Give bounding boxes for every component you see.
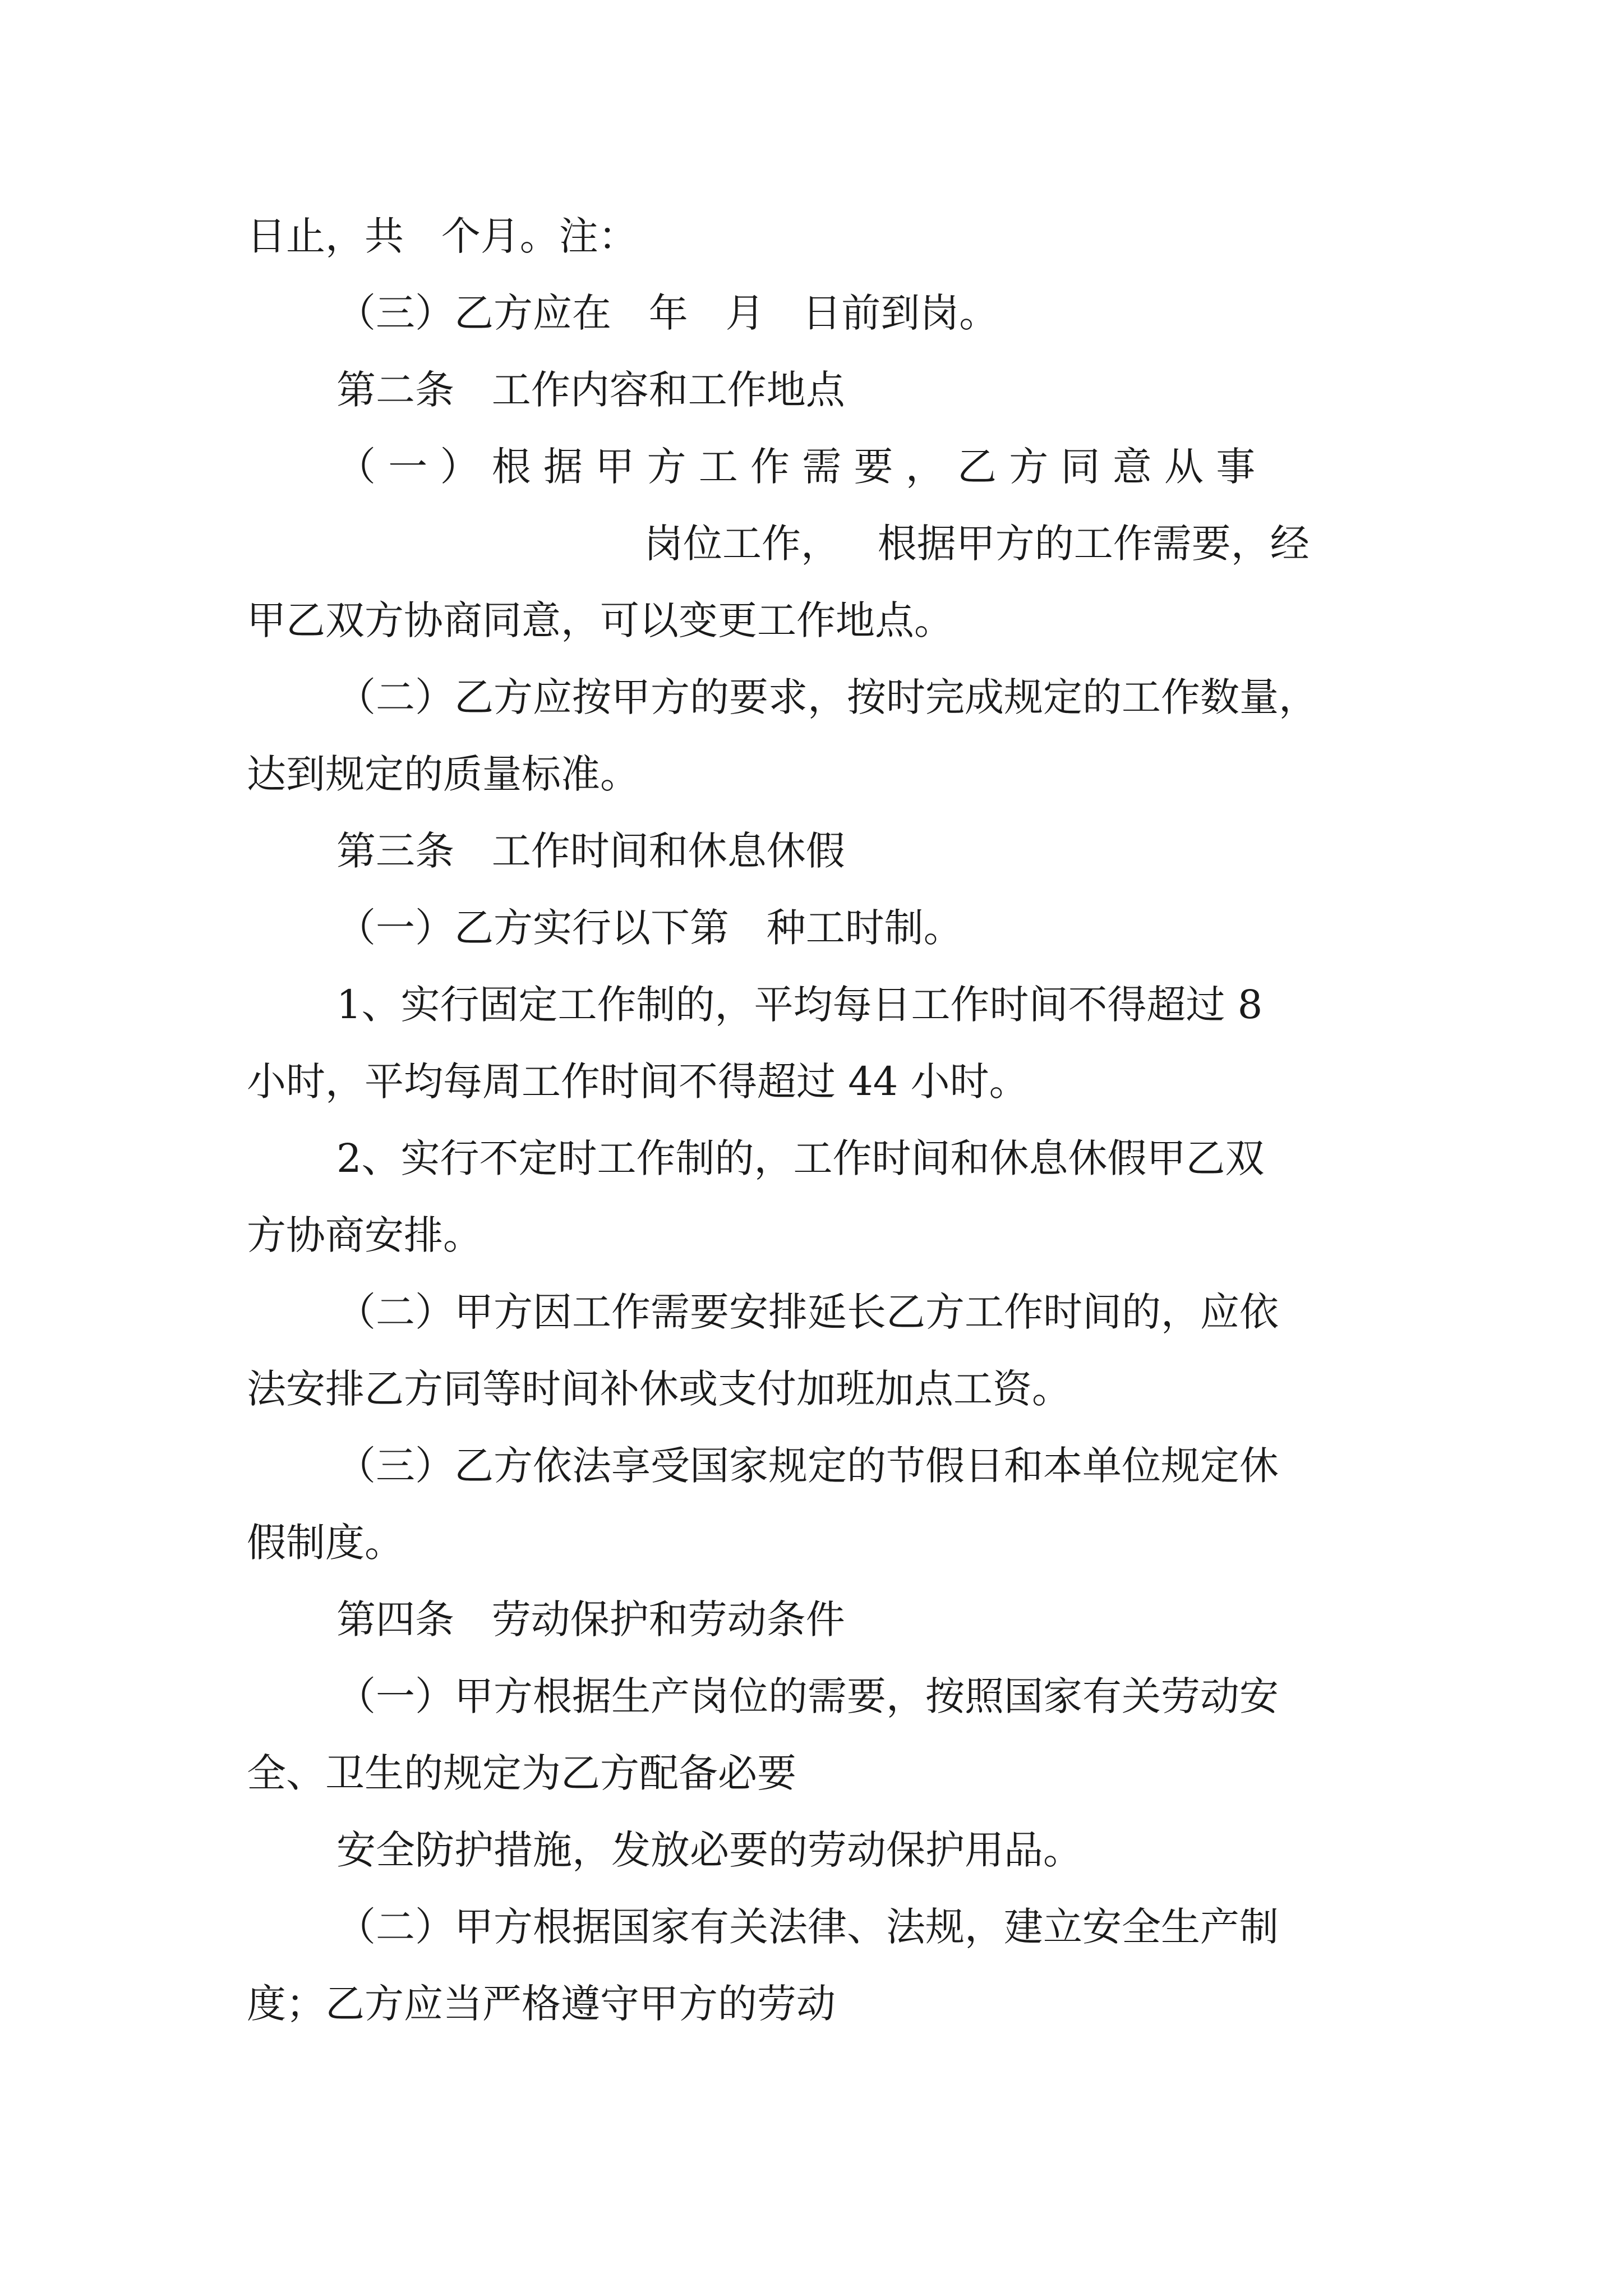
text-line-24: 度；乙方应当严格遵守甲方的劳动 bbox=[247, 1981, 836, 2027]
text-line-14: 方协商安排。 bbox=[247, 1212, 482, 1258]
text-line-15: （二）甲方因工作需要安排延长乙方工作时间的，应依 bbox=[336, 1289, 1279, 1335]
text-line-20: （一）甲方根据生产岗位的需要，按照国家有关劳动安 bbox=[336, 1673, 1279, 1719]
text-line-7: （二）乙方应按甲方的要求，按时完成规定的工作数量， bbox=[336, 674, 1318, 720]
text-line-6: 甲乙双方协商同意，可以变更工作地点。 bbox=[247, 597, 953, 643]
section-heading-2: 第二条 工作内容和工作地点 bbox=[336, 367, 845, 413]
text-line-22: 安全防护措施，发放必要的劳动保护用品。 bbox=[336, 1827, 1082, 1873]
text-line-8: 达到规定的质量标准。 bbox=[247, 751, 639, 797]
text-line-16: 法安排乙方同等时间补休或支付加班加点工资。 bbox=[247, 1366, 1071, 1412]
text-line-17: （三）乙方依法享受国家规定的节假日和本单位规定休 bbox=[336, 1443, 1279, 1489]
text-line-5: 岗位工作， 根据甲方的工作需要，经 bbox=[644, 521, 1310, 567]
text-line-1: 日止，共 个月。注： bbox=[247, 213, 638, 259]
section-heading-4: 第四条 劳动保护和劳动条件 bbox=[336, 1596, 845, 1642]
text-line-18: 假制度。 bbox=[247, 1520, 404, 1566]
text-line-12: 小时，平均每周工作时间不得超过 44 小时。 bbox=[247, 1059, 1029, 1105]
text-line-4: （ 一 ） 根 据 甲 方 工 作 需 要 ， 乙 方 同 意 从 事 bbox=[336, 444, 1256, 490]
text-line-10: （一）乙方实行以下第 种工时制。 bbox=[336, 905, 963, 951]
text-line-23: （二）甲方根据国家有关法律、法规，建立安全生产制 bbox=[336, 1904, 1279, 1950]
text-line-2: （三）乙方应在 年 月 日前到岗。 bbox=[336, 290, 999, 336]
text-line-13: 2、实行不定时工作制的，工作时间和休息休假甲乙双 bbox=[336, 1135, 1265, 1181]
text-line-21: 全、卫生的规定为乙方配备必要 bbox=[247, 1750, 796, 1796]
section-heading-3: 第三条 工作时间和休息休假 bbox=[336, 828, 845, 874]
text-line-11: 1、实行固定工作制的，平均每日工作时间不得超过 8 bbox=[336, 982, 1263, 1028]
